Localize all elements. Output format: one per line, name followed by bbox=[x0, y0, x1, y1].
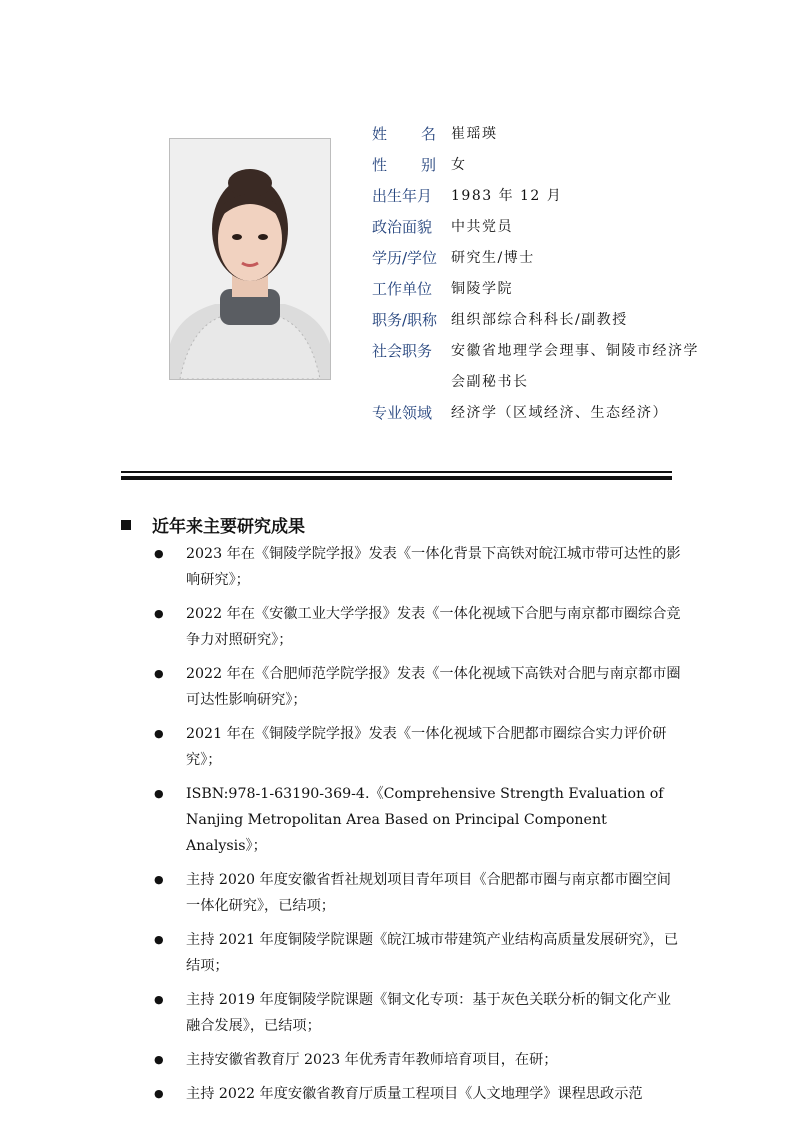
social-role-label: 社会职务 bbox=[372, 342, 433, 360]
birth-label: 出生年月 bbox=[372, 187, 433, 205]
item-text: 主持 2021 年度铜陵学院课题《皖江城市带建筑产业结构高质量发展研究》，已结项； bbox=[186, 932, 679, 974]
info-row-title bbox=[372, 305, 712, 336]
bullet-icon: ● bbox=[154, 933, 164, 946]
info-row-political bbox=[372, 212, 712, 243]
portrait-image bbox=[170, 139, 330, 379]
divider-bottom bbox=[121, 476, 672, 480]
info-row-employer bbox=[372, 274, 712, 305]
divider-top bbox=[121, 471, 672, 473]
name-label: 姓 名 bbox=[372, 125, 436, 143]
bullet-icon: ● bbox=[154, 873, 164, 886]
gender-value: 女 bbox=[451, 157, 467, 173]
section-title: 近年来主要研究成果 bbox=[152, 517, 305, 537]
list-item bbox=[152, 1081, 692, 1107]
list-item bbox=[152, 987, 692, 1039]
item-text: 主持 2022 年度安徽省教育厅质量工程项目《人文地理学》课程思政示范 bbox=[186, 1086, 643, 1102]
education-value: 研究生/博士 bbox=[451, 250, 535, 266]
item-text: 2021 年在《铜陵学院学报》发表《一体化视域下合肥都市圈综合实力评价研究》； bbox=[186, 726, 667, 768]
position-label: 职务/职称 bbox=[372, 311, 438, 329]
political-value: 中共党员 bbox=[451, 219, 513, 235]
bullet-icon: ● bbox=[154, 1087, 164, 1100]
bullet-icon: ● bbox=[154, 607, 164, 620]
section-heading bbox=[121, 512, 305, 537]
info-row-field bbox=[372, 398, 712, 429]
field-label: 专业领域 bbox=[372, 404, 433, 422]
birth-value: 1983 年 12 月 bbox=[451, 188, 563, 204]
profile-photo bbox=[169, 138, 331, 380]
item-text: 2022 年在《安徽工业大学学报》发表《一体化视域下合肥与南京都市圈综合竞争力对照研究》； bbox=[186, 606, 681, 648]
info-row-gender bbox=[372, 150, 712, 181]
item-text: 主持 2019 年度铜陵学院课题《铜文化专项：基于灰色关联分析的铜文化产业融合发展》，已结项； bbox=[186, 992, 671, 1034]
list-item bbox=[152, 781, 692, 859]
info-row-social bbox=[372, 336, 712, 398]
info-row-name bbox=[372, 119, 712, 150]
social-role-value: 安徽省地理学会理事、铜陵市经济学会副秘书长 bbox=[451, 343, 699, 390]
position-value: 组织部综合科科长/副教授 bbox=[451, 312, 628, 328]
employer-value: 铜陵学院 bbox=[451, 281, 513, 297]
employer-label: 工作单位 bbox=[372, 280, 433, 298]
list-item bbox=[152, 1047, 692, 1073]
square-bullet-icon bbox=[121, 520, 131, 530]
list-item bbox=[152, 721, 692, 773]
item-text: 主持 2020 年度安徽省哲社规划项目青年项目《合肥都市圈与南京都市圈空间一体化研究》，已结项； bbox=[186, 872, 671, 914]
profile-info bbox=[372, 119, 712, 429]
list-item bbox=[152, 661, 692, 713]
list-item bbox=[152, 601, 692, 653]
research-list bbox=[152, 541, 692, 1115]
info-row-education bbox=[372, 243, 712, 274]
gender-label: 性 别 bbox=[372, 156, 436, 174]
bullet-icon: ● bbox=[154, 547, 164, 560]
bullet-icon: ● bbox=[154, 1053, 164, 1066]
item-text: ISBN:978-1-63190-369-4.《Comprehensive Strength Evaluation of Nanjing Metropolitan Area Based on Principal Component Analysis》； bbox=[186, 786, 664, 854]
list-item bbox=[152, 867, 692, 919]
item-text: 2022 年在《合肥师范学院学报》发表《一体化视域下高铁对合肥与南京都市圈可达性影响研究》； bbox=[186, 666, 681, 708]
bullet-icon: ● bbox=[154, 787, 164, 800]
item-text: 2023 年在《铜陵学院学报》发表《一体化背景下高铁对皖江城市带可达性的影响研究》； bbox=[186, 546, 681, 588]
field-value: 经济学（区域经济、生态经济） bbox=[451, 405, 668, 421]
list-item bbox=[152, 927, 692, 979]
bullet-icon: ● bbox=[154, 667, 164, 680]
item-text: 主持安徽省教育厅 2023 年优秀青年教师培育项目，在研； bbox=[186, 1052, 558, 1068]
name-value: 崔瑶瑛 bbox=[451, 126, 498, 142]
political-label: 政治面貌 bbox=[372, 218, 433, 236]
bullet-icon: ● bbox=[154, 727, 164, 740]
info-row-birth bbox=[372, 181, 712, 212]
bullet-icon: ● bbox=[154, 993, 164, 1006]
education-label: 学历/学位 bbox=[372, 249, 438, 267]
list-item bbox=[152, 541, 692, 593]
